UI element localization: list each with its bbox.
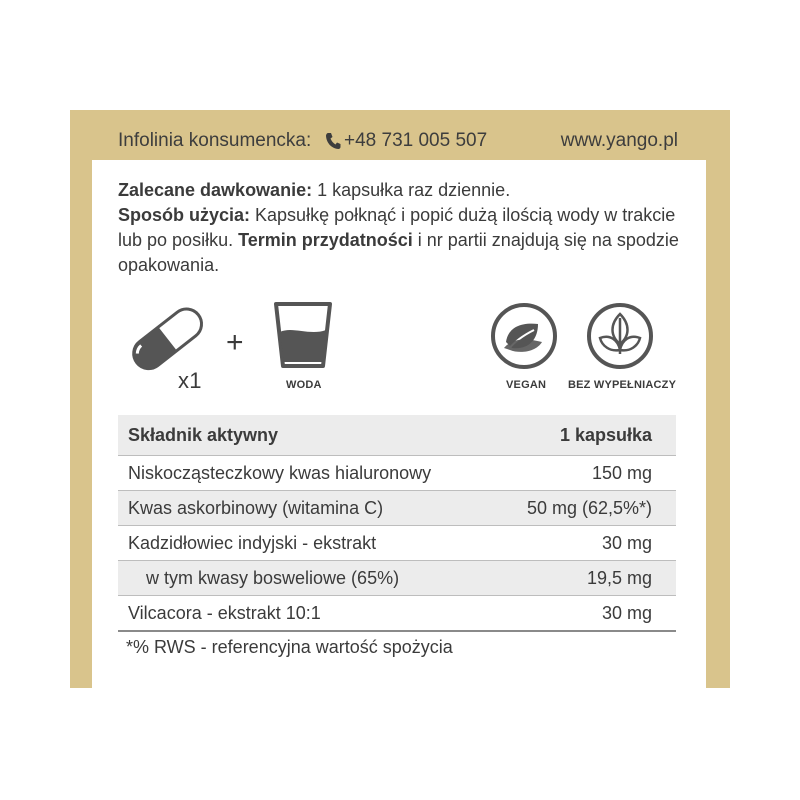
ingredient-amount: 30 mg — [601, 533, 652, 553]
vegan-caption: VEGAN — [506, 379, 547, 391]
ingredients-table — [118, 415, 676, 632]
hotline-label: Infolinia konsumencka: — [118, 130, 312, 151]
usage-paragraph — [118, 203, 688, 278]
ingredient-amount: 50 mg (62,5%*) — [526, 498, 652, 518]
ingredient-amount: 30 mg — [601, 603, 652, 623]
ingredient-name: Kwas askorbinowy (witamina C) — [128, 498, 384, 518]
usage-label: Sposób użycia: — [118, 205, 251, 225]
table-row — [118, 561, 676, 596]
vegan-leaf-icon — [490, 302, 558, 370]
plus-sign: + — [226, 326, 244, 359]
no-filler-leaf-icon — [586, 302, 654, 370]
phone-icon — [325, 132, 341, 150]
ingredient-amount: 19,5 mg — [586, 568, 652, 588]
expiry-text: i nr partii znajdują się na spodzie opakowania. — [118, 230, 679, 275]
table-header-row — [118, 415, 676, 456]
consumer-hotline-bar — [118, 130, 678, 158]
expiry-label: Termin przydatności — [238, 230, 413, 250]
table-row — [118, 491, 676, 526]
dosage-label: Zalecane dawkowanie: — [118, 180, 313, 200]
dosage-text: 1 kapsułka raz dziennie. — [312, 180, 511, 200]
dosage-line — [118, 178, 688, 203]
no-filler-caption: BEZ WYPEŁNIACZY — [568, 379, 677, 391]
ingredient-name: Kadzidłowiec indyjski - ekstrakt — [128, 533, 377, 553]
ingredient-name: w tym kwasy bosweliowe (65%) — [146, 568, 400, 588]
water-glass-icon — [270, 300, 336, 370]
usage-text: Kapsułkę połknąć i popić dużą ilością wody w trakcie lub po posiłku. — [118, 205, 676, 250]
rws-footnote: *% RWS - referencyjna wartość spożycia — [126, 637, 453, 657]
icon-row — [118, 298, 688, 398]
table-row — [118, 526, 676, 561]
header-amount: 1 kapsułka — [559, 425, 652, 445]
water-caption: WODA — [286, 379, 322, 391]
usage-instructions — [118, 178, 688, 278]
ingredient-amount: 150 mg — [591, 463, 652, 483]
header-ingredient: Składnik aktywny — [128, 425, 279, 445]
capsule-count: x1 — [178, 368, 202, 393]
ingredient-name: Niskocząsteczkowy kwas hialuronowy — [128, 463, 432, 483]
table-row — [118, 456, 676, 491]
website-url: www.yango.pl — [560, 130, 678, 151]
table-row — [118, 596, 676, 632]
hotline-number: +48 731 005 507 — [344, 130, 488, 151]
capsule-icon — [122, 302, 212, 374]
ingredient-name: Vilcacora - ekstrakt 10:1 — [128, 603, 321, 623]
